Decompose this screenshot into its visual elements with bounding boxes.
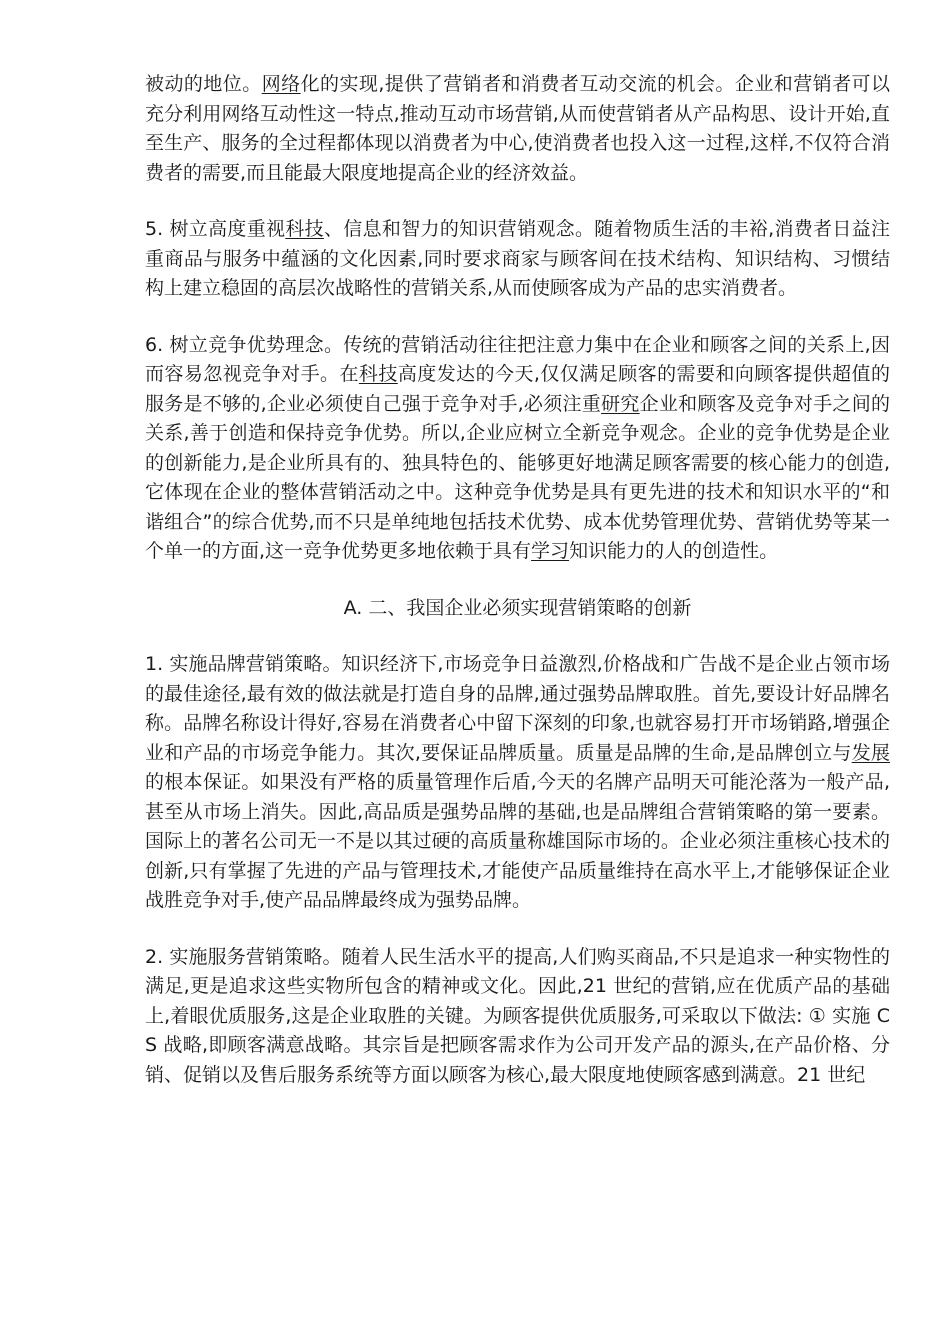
text-span: 高度发达的今天,仅仅满足顾客的需要和向顾客提供超值的服务是不够的,企业必须使自己强于竞争对手,必须注重 [145, 363, 890, 415]
text-span: 2. 实施服务营销策略。随着人民生活水平的提高,人们购买商品,不只是追求一种实物性的满足,更是追求这些实物所包含的精神或文化。因此,21 世纪的营销,应在优质产品的基础上,着眼优质服务,这是企业取胜的关键。为顾客提供优质服务,可采取以下做法: ① 实施 CS 战略,即顾客满意战略。其宗旨是把顾客需求作为公司开发产品的源头,在产品价格、分销、促销以及售后服务系统等方面以顾客为核心,最大限度地使顾客感到满意。21 世纪 [145, 945, 890, 1086]
paragraph-brand-strategy [145, 650, 890, 916]
text-span: 的根本保证。如果没有严格的质量管理作后盾,今天的名牌产品明天可能沦落为一般产品,甚至从市场上消失。因此,高品质是强势品牌的基础,也是品牌组合营销策略的第一要素。国际上的著名公司无一不是以其过硬的高质量称雄国际市场的。企业必须注重核心技术的创新,只有掌握了先进的产品与管理技术,才能使产品质量维持在高水平上,才能够保证企业战胜竞争对手,使产品品牌最终成为强势品牌。 [145, 771, 890, 911]
text-span: 企业和顾客及竞争对手之间的关系,善于创造和保持竞争优势。所以,企业应树立全新竞争观念。企业的竞争优势是企业的创新能力,是企业所具有的、独具特色的、能够更好地满足顾客需要的核心能力的创造,它体现在企业的整体营销活动之中。这种竞争优势是具有更先进的技术和知识水平的“和谐组合”的综合优势,而不只是单纯地包括技术优势、成本优势管理优势、营销优势等某一个单一的方面,这一竞争优势更多地依赖于具有 [145, 392, 890, 562]
paragraph-knowledge-marketing [145, 215, 890, 304]
section-heading: A. 二、我国企业必须实现营销策略的创新 [343, 596, 692, 619]
text-span: 化的实现,提供了营销者和消费者互动交流的机会。企业和营销者可以充分利用网络互动性这一特点,推动互动市场营销,从而使营销者从产品构思、设计开始,直至生产、服务的全过程都体现以消费者为中心,使消费者也投入这一过程,这样,不仅符合消费者的需要,而且能最大限度地提高企业的经济效益。 [145, 73, 890, 184]
link-technology[interactable]: 科技 [358, 363, 398, 385]
link-research[interactable]: 研究 [601, 392, 640, 415]
paragraph-service-strategy [145, 943, 890, 1091]
link-network[interactable]: 网络 [261, 73, 301, 95]
text-span: 、信息和智力的知识营销观念。随着物质生活的丰裕,消费者日益注重商品与服务中蕴涵的文化因素,同时要求商家与顾客间在技术结构、知识结构、习惯结构上建立稳固的高层次战略性的营销关系,从而使顾客成为产品的忠实消费者。 [145, 218, 890, 299]
paragraph-interactive-marketing [145, 70, 890, 188]
link-learning[interactable]: 学习 [531, 540, 570, 562]
text-span: 知识能力的人的创造性。 [569, 540, 779, 562]
text-span: 5. 树立高度重视 [145, 218, 286, 240]
text-span: 1. 实施品牌营销策略。知识经济下,市场竞争日益激烈,价格战和广告战不是企业占领市场的最佳途径,最有效的做法就是打造自身的品牌,通过强势品牌取胜。首先,要设计好品牌名称。品牌名称设计得好,容易在消费者心中留下深刻的印象,也就容易打开市场销路,增强企业和产品的市场竞争能力。其次,要保证品牌质量。质量是品牌的生命,是品牌创立与 [145, 653, 890, 764]
text-span: 6. 树立竞争优势理念。传统的营销活动往往把注意力集中在企业和顾客之间的关系上,因而容易忽视竞争对手。在 [145, 333, 890, 385]
paragraph-competitive-advantage [145, 331, 890, 567]
link-technology[interactable]: 科技 [285, 218, 324, 240]
document-body [145, 70, 890, 1117]
text-span: 被动的地位。 [145, 73, 262, 95]
link-development[interactable]: 发展 [851, 741, 890, 764]
